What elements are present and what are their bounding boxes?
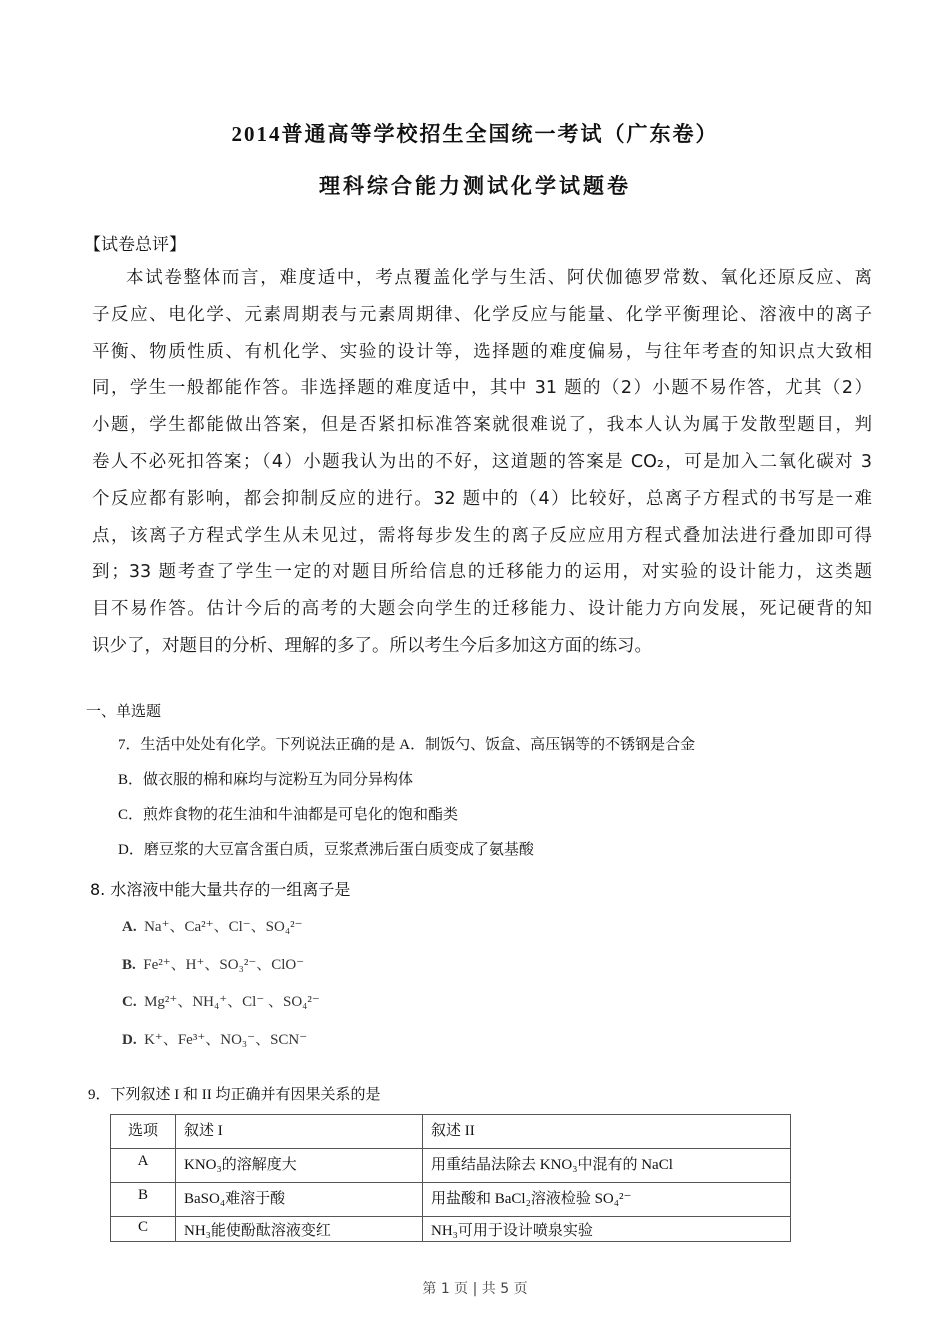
option-cell: A [111,1149,176,1183]
review-line: 同，学生一般都能作答。非选择题的难度适中，其中 31 题的（2）小题不易作答，尤其（2） [92,378,872,399]
question-7-option-d: D．磨豆浆的大豆富含蛋白质，豆浆煮沸后蛋白质变成了氨基酸 [118,842,534,858]
statement-1-cell: KNO₃的溶解度大 [176,1149,423,1183]
exam-subtitle: 理科综合能力测试化学试题卷 [319,174,631,198]
review-paragraph [92,260,872,665]
page-indicator: 第 1 页 | 共 5 页 [422,1281,528,1297]
option-ions: K⁺、Fe³⁺、NO₃⁻、SCN⁻ [144,1032,308,1048]
review-line: 卷人不必死扣答案；（4）小题我认为出的不好，这道题的答案是 CO₂，可是加入二氧化碳对 3 [92,451,872,472]
review-line: 子反应、电化学、元素周期表与元素周期律、化学反应与能量、化学平衡理论、溶液中的离子 [92,304,872,325]
review-line: 本试卷整体而言，难度适中，考点覆盖化学与生活、阿伏伽德罗常数、氧化还原反应、离 [126,268,872,288]
option-label: A. [122,919,137,935]
review-line: 个反应都有影响，都会抑制反应的进行。32 题中的（4）比较好，总离子方程式的书写是一难 [92,488,872,509]
option-label: C. [122,994,137,1010]
option-ions: Mg²⁺、NH₄⁺、Cl⁻ 、SO₄²⁻ [144,994,320,1010]
question-8-stem: 8. 水溶液中能大量共存的一组离子是 [90,880,351,899]
option-ions: Na⁺、Ca²⁺、Cl⁻、SO₄²⁻ [144,919,303,935]
review-line: 点，该离子方程式学生从未见过，需将每步发生的离子反应应用方程式叠加法进行叠加即可得 [92,525,872,546]
statement-2-cell: 用重结晶法除去 KNO₃中混有的 NaCl [423,1149,791,1183]
review-line: 平衡、物质性质、有机化学、实验的设计等，选择题的难度偏易，与往年考查的知识点大致相 [92,341,872,362]
option-label: D. [122,1032,137,1048]
question-8-option-d [122,1028,307,1049]
option-label: B. [122,957,136,973]
table-row [111,1217,791,1242]
question-8-option-b [122,953,304,974]
header-cell: 叙述 II [423,1115,791,1149]
statement-1-cell: BaSO₄难溶于酸 [176,1183,423,1217]
option-cell: B [111,1183,176,1217]
option-cell: C [111,1217,176,1242]
question-8-option-c [122,990,320,1011]
exam-title: 2014普通高等学校招生全国统一考试（广东卷） [231,122,719,146]
review-line: 到；33 题考查了学生一定的对题目所给信息的迁移能力的运用，对实验的设计能力，这类题 [92,562,872,583]
question-9-stem: 9．下列叙述 I 和 II 均正确并有因果关系的是 [88,1087,381,1103]
table-header-row [111,1115,791,1149]
review-heading: 【试卷总评】 [84,235,186,255]
question-7-stem: 7．生活中处处有化学。下列说法正确的是 A．制饭勺、饭盒、高压锅等的不锈钢是合金 [118,737,696,753]
review-line: 小题，学生都能做出答案，但是否紧扣标准答案就很难说了，我本人认为属于发散型题目，判 [92,415,872,436]
question-8-option-a [122,915,303,936]
question-7-option-c: C．煎炸食物的花生油和牛油都是可皂化的饱和酯类 [118,807,459,823]
section-heading: 一、单选题 [86,704,162,720]
header-cell: 选项 [111,1115,176,1149]
review-line: 识少了，对题目的分析、理解的多了。所以考生今后多加这方面的练习。 [92,635,652,656]
statement-2-cell: 用盐酸和 BaCl₂溶液检验 SO₄²⁻ [423,1183,791,1217]
table-row [111,1183,791,1217]
question-7-option-b: B．做衣服的棉和麻均与淀粉互为同分异构体 [118,772,414,788]
option-ions: Fe²⁺、H⁺、SO₃²⁻、ClO⁻ [143,957,305,973]
table-row [111,1149,791,1183]
review-line: 目不易作答。估计今后的高考的大题会向学生的迁移能力、设计能力方向发展，死记硬背的知 [92,599,872,620]
question-9-table [110,1114,791,1242]
statement-1-cell: NH₃能使酚酞溶液变红 [176,1217,423,1242]
statement-2-cell: NH₃可用于设计喷泉实验 [423,1217,791,1242]
header-cell: 叙述 I [176,1115,423,1149]
